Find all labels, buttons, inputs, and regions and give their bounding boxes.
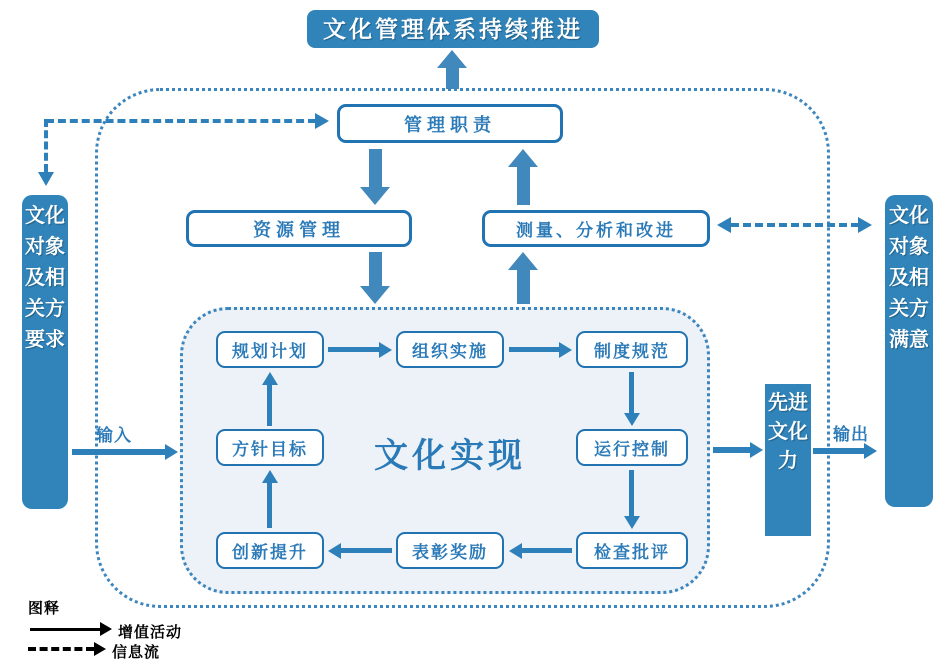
arrow-head: [624, 413, 640, 426]
info-flow-arrowhead-down: [38, 172, 54, 186]
box-inspection-criticism: 检查批评: [576, 532, 688, 569]
info-flow-elbow-horizontal: [46, 119, 316, 123]
top-banner: 文化管理体系持续推进: [307, 10, 599, 48]
arrow-resource-to-inner: [360, 252, 390, 304]
output-label: 输出: [833, 425, 869, 444]
arrow-head: [360, 286, 390, 304]
legend-solid-label: 增值活动: [118, 624, 183, 641]
arrow-shaft: [713, 447, 750, 453]
arrow-head: [864, 443, 877, 459]
arrow-head: [262, 372, 278, 385]
arrow-innovation-to-policy: [261, 470, 278, 528]
advanced-culture-power-box: 先进文化力: [765, 384, 811, 536]
arrow-shaft: [446, 68, 459, 89]
arrow-head: [624, 516, 640, 529]
box-resource-management: 资源管理: [186, 210, 412, 247]
legend-solid-arrow: [30, 621, 112, 637]
box-organization-implementation: 组织实施: [396, 331, 504, 368]
arrow-planning-to-organization: [328, 341, 392, 358]
arrow-output: [813, 442, 877, 459]
arrow-commendation-to-innovation: [328, 542, 392, 559]
box-measurement-analysis-improvement: 测量、分析和改进: [482, 210, 710, 247]
center-label-culture-realization: 文化实现: [374, 437, 526, 475]
arrow-head: [437, 50, 467, 68]
arrow-organization-to-regulation: [509, 341, 572, 358]
arrow-head: [509, 543, 522, 559]
arrow-shaft: [369, 252, 382, 286]
arrow-measurement-to-management: [508, 149, 538, 205]
arrow-policy-to-planning: [261, 372, 278, 426]
arrow-head: [508, 252, 538, 270]
arrow-inner-to-culture-power: [713, 441, 763, 458]
legend-dashed-label: 信息流: [112, 644, 161, 661]
left-stakeholder-requirements-box: 文化对象及相关方要求: [22, 195, 68, 509]
arrow-inspection-to-commendation: [509, 542, 572, 559]
arrow-shaft: [522, 548, 572, 553]
input-label: 输入: [96, 426, 132, 445]
info-flow-arrowhead-left: [717, 217, 731, 233]
arrow-head: [94, 642, 106, 656]
box-operation-control: 运行控制: [576, 429, 688, 466]
arrow-head: [750, 442, 763, 458]
arrow-shaft: [328, 347, 379, 352]
legend-dashed-arrow: [28, 641, 106, 657]
arrow-shaft: [517, 167, 530, 205]
arrow-input: [72, 443, 178, 460]
info-flow-measurement-right: [731, 223, 859, 227]
arrow-head: [508, 149, 538, 167]
info-flow-elbow-vertical: [44, 119, 48, 172]
arrow-shaft: [629, 470, 634, 516]
arrow-regulation-to-operation: [623, 372, 640, 426]
box-innovation-improvement: 创新提升: [216, 532, 324, 569]
box-policy-goals: 方针目标: [216, 429, 324, 466]
arrow-head: [559, 342, 572, 358]
box-management-responsibility: 管理职责: [337, 104, 563, 143]
legend-title: 图释: [28, 600, 61, 617]
arrow-head: [100, 622, 112, 636]
right-stakeholder-satisfaction-box: 文化对象及相关方满意: [885, 195, 933, 507]
arrow-shaft: [30, 628, 100, 631]
info-flow-arrowhead-right: [858, 217, 872, 233]
arrow-head: [262, 470, 278, 483]
arrow-management-to-resource: [360, 149, 390, 205]
arrow-shaft: [267, 385, 272, 426]
arrow-frame-to-banner: [436, 50, 468, 89]
arrow-shaft: [72, 449, 165, 455]
box-regulation: 制度规范: [576, 331, 688, 368]
arrow-head: [360, 187, 390, 205]
info-flow-arrowhead-right: [315, 113, 329, 129]
arrow-operation-to-inspection: [623, 470, 640, 529]
arrow-shaft: [629, 372, 634, 413]
arrow-inner-to-measurement: [508, 252, 538, 304]
arrow-head: [165, 444, 178, 460]
arrow-head: [328, 543, 341, 559]
arrow-shaft: [517, 270, 530, 304]
arrow-shaft: [369, 149, 382, 187]
arrow-shaft: [28, 647, 94, 651]
box-commendation-reward: 表彰奖励: [396, 532, 504, 569]
arrow-shaft: [267, 483, 272, 528]
arrow-head: [379, 342, 392, 358]
arrow-shaft: [509, 347, 559, 352]
arrow-shaft: [813, 448, 864, 454]
arrow-shaft: [341, 548, 392, 553]
box-planning: 规划计划: [216, 331, 324, 368]
